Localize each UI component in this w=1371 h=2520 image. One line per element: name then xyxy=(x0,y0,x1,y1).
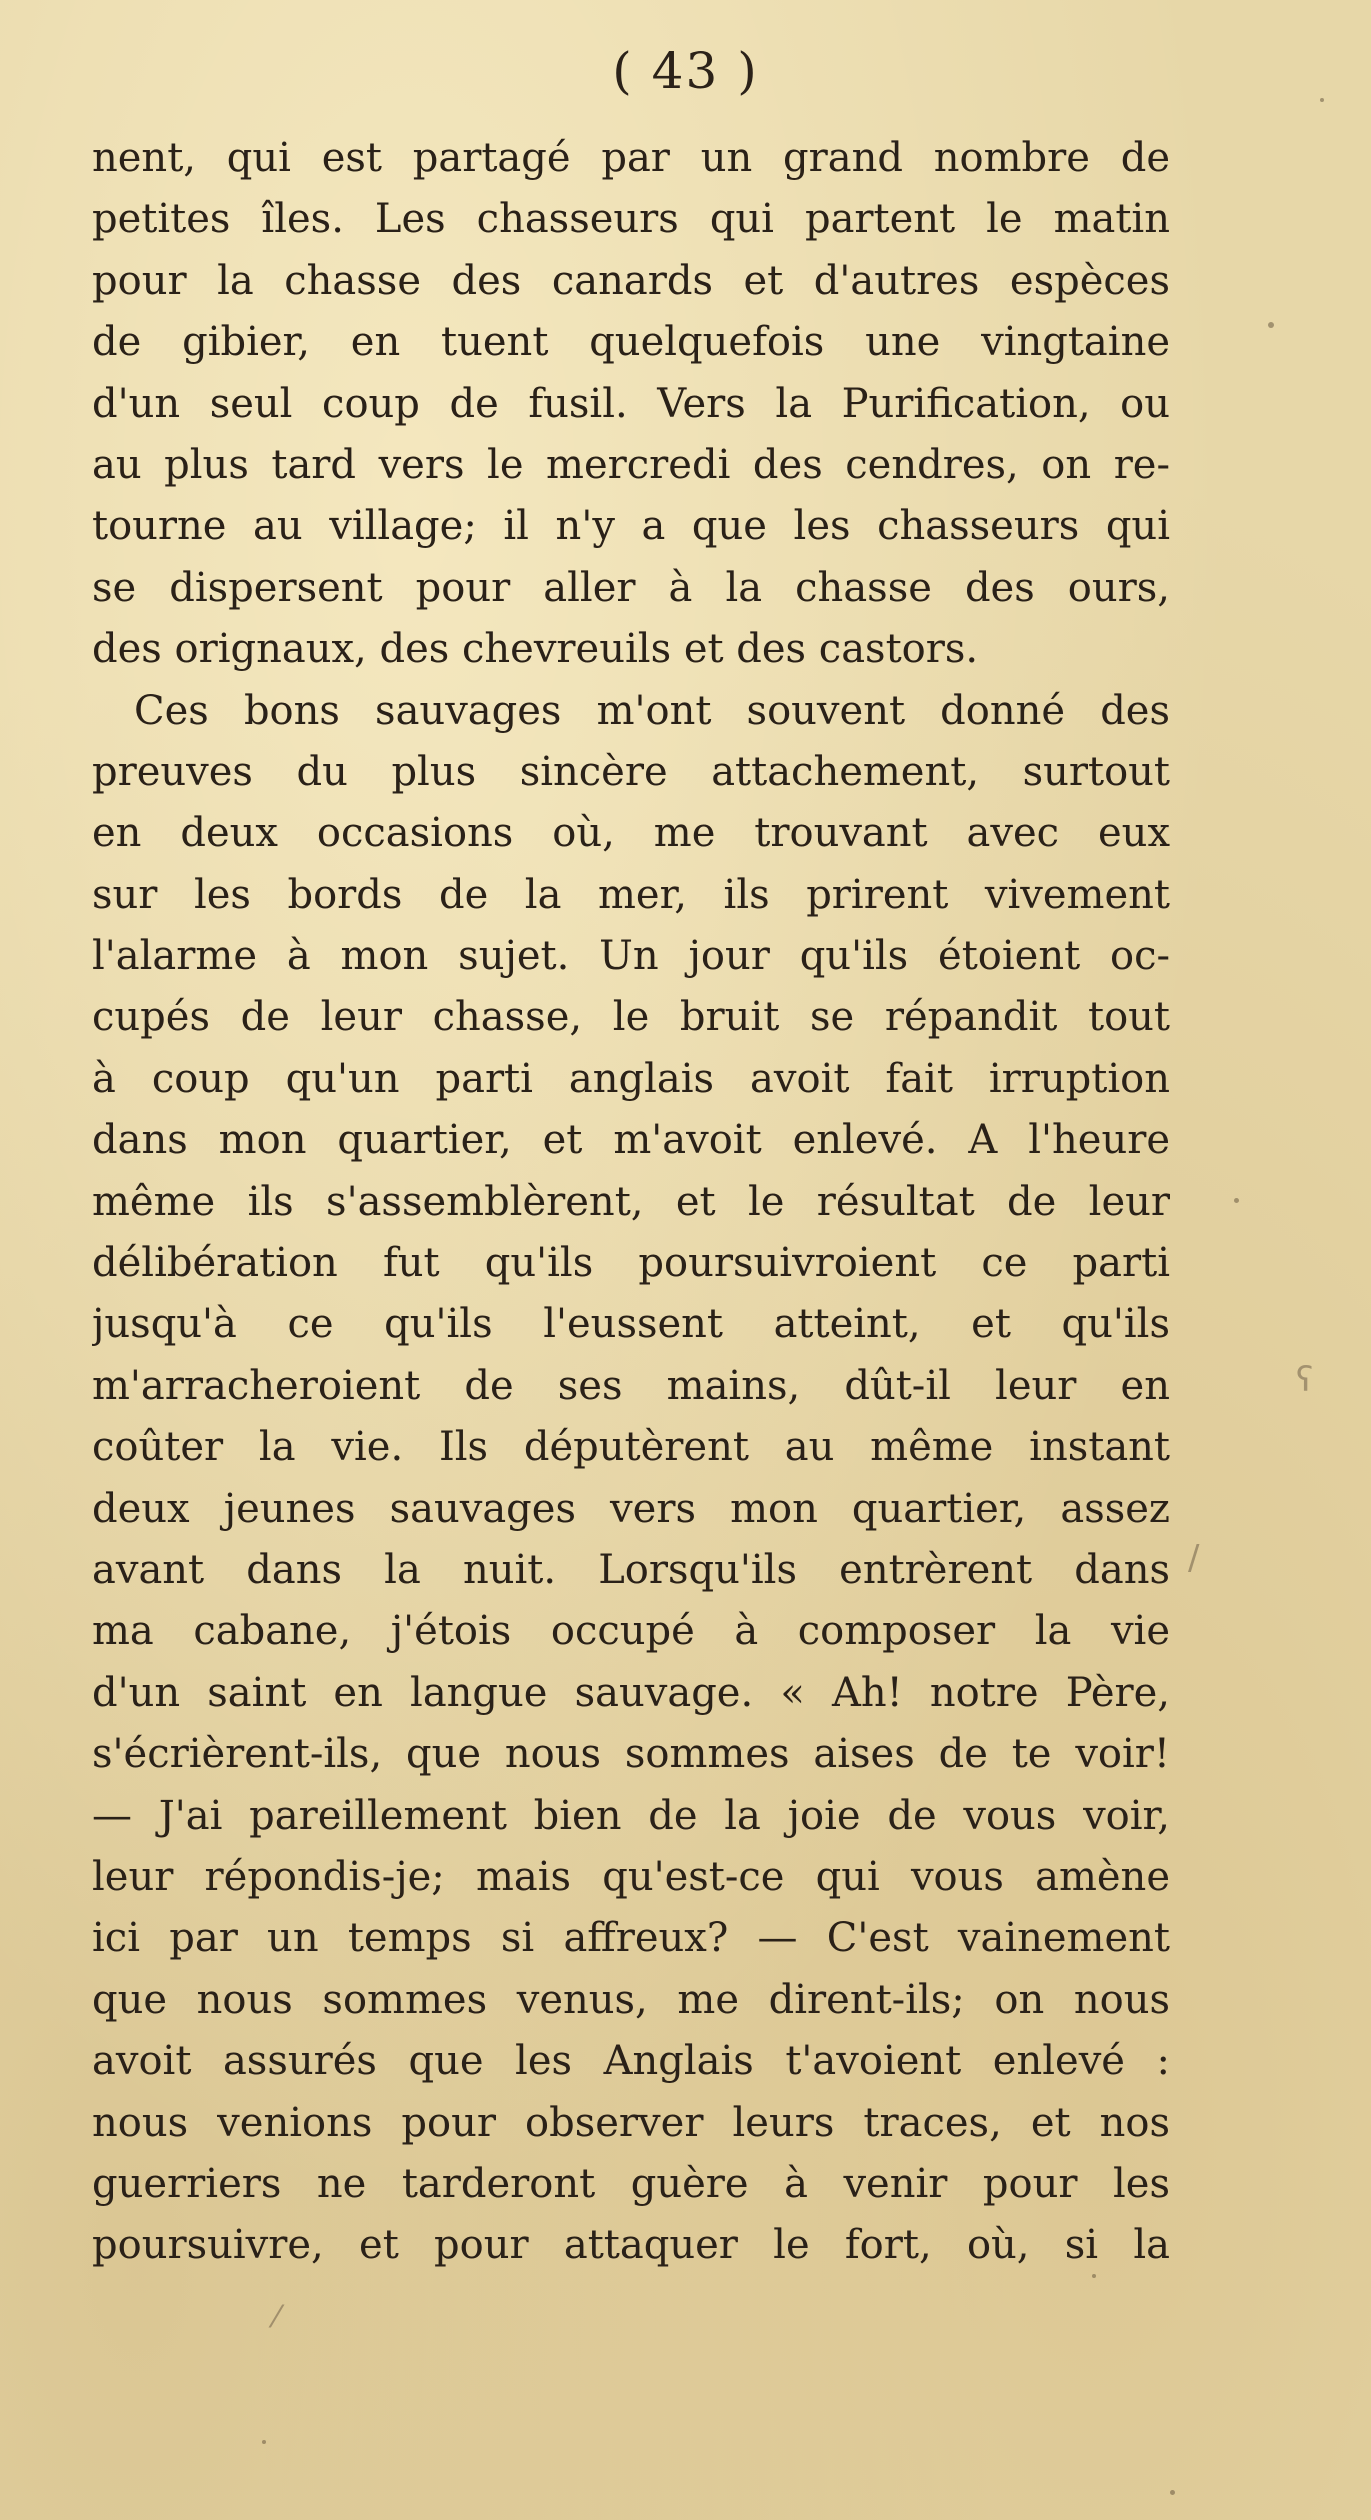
text-line: même ils s'assemblèrent, et le résultat de leur xyxy=(92,1178,1170,1225)
text-line: en deux occasions où, me trouvant avec eux xyxy=(92,810,1170,857)
text-line: Ces bons sauvages m'ont souvent donné des xyxy=(134,687,1170,734)
text-line: au plus tard vers le mercredi des cendres, on re- xyxy=(92,441,1170,488)
text-line: ma cabane, j'étois occupé à composer la vie xyxy=(92,1608,1170,1655)
paper-mark: ʕ xyxy=(1296,1360,1314,1400)
text-line: avant dans la nuit. Lorsqu'ils entrèrent dans xyxy=(92,1546,1170,1593)
text-line: guerriers ne tarderont guère à venir pour les xyxy=(92,2160,1170,2207)
text-line: m'arracheroient de ses mains, dût-il leur en xyxy=(92,1362,1170,1409)
text-line: d'un saint en langue sauvage. « Ah! notre Père, xyxy=(92,1669,1170,1716)
page-number: ( 43 ) xyxy=(612,42,759,100)
paper-speck xyxy=(1092,2274,1096,2278)
text-line: de gibier, en tuent quelquefois une vingtaine xyxy=(92,319,1170,366)
paper-speck xyxy=(262,2440,266,2444)
text-line: se dispersent pour aller à la chasse des ours, xyxy=(92,564,1170,611)
text-line: coûter la vie. Ils députèrent au même instant xyxy=(92,1424,1170,1471)
paper-speck xyxy=(1234,1198,1239,1203)
text-line: pour la chasse des canards et d'autres espèces xyxy=(92,257,1170,304)
text-line: nent, qui est partagé par un grand nombre de xyxy=(92,135,1170,181)
paper-speck xyxy=(1170,2490,1175,2495)
paper-mark: / xyxy=(1188,1538,1200,1578)
text-line: sur les bords de la mer, ils prirent vivement xyxy=(92,871,1170,918)
text-line: d'un seul coup de fusil. Vers la Purification, ou xyxy=(92,380,1170,427)
text-line: petites îles. Les chasseurs qui partent le matin xyxy=(92,196,1170,243)
paper-speck xyxy=(1320,98,1324,102)
text-line: cupés de leur chasse, le bruit se répandit tout xyxy=(92,994,1170,1041)
text-line: que nous sommes venus, me dirent-ils; on nous xyxy=(92,1976,1170,2023)
text-line: preuves du plus sincère attachement, surtout xyxy=(92,748,1170,795)
text-line: nous venions pour observer leurs traces, et nos xyxy=(92,2099,1170,2146)
text-line: avoit assurés que les Anglais t'avoient enlevé : xyxy=(92,2038,1170,2085)
text-line: s'écrièrent-ils, que nous sommes aises de te voir! xyxy=(92,1731,1170,1778)
text-line: tourne au village; il n'y a que les chasseurs qui xyxy=(92,503,1170,550)
text-line: poursuivre, et pour attaquer le fort, où, si la xyxy=(92,2222,1170,2269)
text-line: des orignaux, des chevreuils et des castors. xyxy=(92,626,979,673)
text-line: leur répondis-je; mais qu'est-ce qui vous amène xyxy=(92,1853,1170,1900)
body-text xyxy=(92,128,1170,2277)
paper-mark: ⁄ xyxy=(274,2300,280,2335)
text-line: deux jeunes sauvages vers mon quartier, assez xyxy=(92,1485,1170,1532)
paper-speck xyxy=(1268,322,1274,328)
text-line: délibération fut qu'ils poursuivroient ce parti xyxy=(92,1240,1170,1287)
text-line: — J'ai pareillement bien de la joie de vous voir, xyxy=(92,1792,1170,1839)
text-line: l'alarme à mon sujet. Un jour qu'ils étoient oc- xyxy=(92,933,1170,980)
text-line: jusqu'à ce qu'ils l'eussent atteint, et qu'ils xyxy=(92,1301,1170,1348)
text-line: à coup qu'un parti anglais avoit fait irruption xyxy=(92,1055,1170,1102)
text-line: ici par un temps si affreux? — C'est vainement xyxy=(92,1915,1170,1962)
text-line: dans mon quartier, et m'avoit enlevé. A l'heure xyxy=(92,1117,1170,1164)
